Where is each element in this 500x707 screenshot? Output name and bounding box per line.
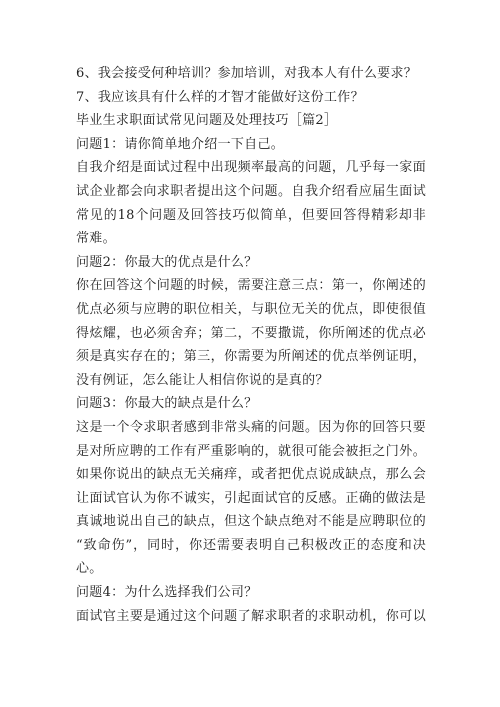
list-item: 7、我应该具有什么样的才智才能做好这份工作？ bbox=[76, 89, 364, 105]
text-line: 这是一个令求职者感到非常头痛的问题。因为你的回答只要 bbox=[76, 419, 426, 435]
answer-paragraph bbox=[76, 605, 426, 629]
document-page bbox=[76, 62, 426, 628]
text-line: 是对所应聘的工作有严重影响的，就很可能会被拒之门外。 bbox=[76, 443, 426, 459]
text-line: 须是真实存在的；第三，你需要为所阐述的优点举例证明， bbox=[76, 349, 426, 365]
answer-paragraph bbox=[76, 416, 426, 581]
text-line: 试企业都会向求职者提出这个问题。自我介绍看应届生面试 bbox=[76, 183, 426, 199]
text-line: 真诚地说出自己的缺点，但这个缺点绝对不能是应聘职位的 bbox=[76, 514, 426, 530]
text-line: 优点必须与应聘的职位相关，与职位无关的优点，即使很值 bbox=[76, 301, 426, 317]
text-line: 没有例证，怎么能让人相信你说的是真的？ bbox=[76, 372, 329, 388]
question-heading: 问题2：你最大的优点是什么？ bbox=[76, 254, 258, 270]
text-line: “致命伤”，同时，你还需要表明自己积极改正的态度和决 bbox=[76, 537, 426, 553]
text-line: 常难。 bbox=[76, 231, 116, 247]
text-line: 常见的18个问题及回答技巧似简单，但要回答得精彩却非 bbox=[76, 207, 426, 223]
text-line: 如果你说出的缺点无关痛痒，或者把优点说成缺点，那么会 bbox=[76, 467, 426, 483]
text-line: 面试官主要是通过这个问题了解求职者的求职动机，你可以 bbox=[76, 608, 426, 624]
text-line: 心。 bbox=[76, 561, 103, 577]
text-line: 让面试官认为你不诚实，引起面试官的反感。正确的做法是 bbox=[76, 490, 426, 506]
text-line: 你在回答这个问题的时候，需要注意三点：第一，你阐述的 bbox=[76, 278, 426, 294]
answer-paragraph bbox=[76, 156, 426, 250]
text-line: 得炫耀，也必须舍弃；第二，不要撒谎，你所阐述的优点必 bbox=[76, 325, 426, 341]
answer-paragraph bbox=[76, 274, 426, 392]
list-item: 6、我会接受何种培训？参加培训，对我本人有什么要求？ bbox=[76, 66, 418, 81]
text-line: 自我介绍是面试过程中出现频率最高的问题，几乎每一家面 bbox=[76, 160, 426, 176]
question-heading: 问题4：为什么选择我们公司？ bbox=[76, 585, 258, 601]
section-title: 毕业生求职面试常见问题及处理技巧［篇2］ bbox=[76, 113, 338, 129]
question-heading: 问题1：请你简单地介绍一下自己。 bbox=[76, 136, 285, 152]
question-heading: 问题3：你最大的缺点是什么？ bbox=[76, 396, 258, 412]
